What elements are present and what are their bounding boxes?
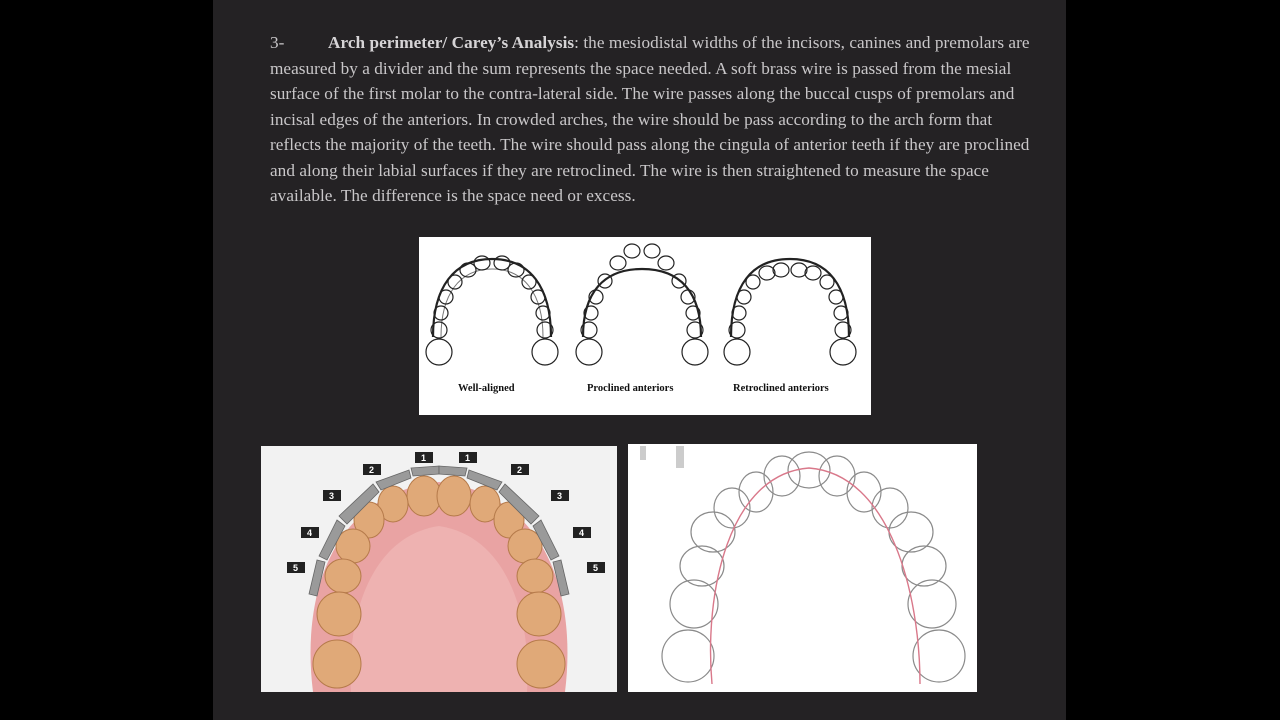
well-aligned-arch xyxy=(426,256,558,365)
paragraph-body: : the mesiodistal widths of the incisors, canines and premolars are measured by a divider and the sum represents the space needed. A soft brass wire is passed from the mesial surface of the first molar to the contra-lateral side. The wire passes along the buccal cusps of premolars and incisal edges of the anteriors. In crowded arches, the wire should be pass according to the arch form that reflects the majority of the teeth. The wire should pass along the cingula of anterior teeth if they are proclined and along their labial surfaces if they are retroclined. The wire is then straightened to measure the space available. The difference is the space need or excess. xyxy=(270,33,1030,206)
segment-label-left-3: 3 xyxy=(329,491,335,501)
arch-wire-drawing xyxy=(628,444,977,692)
segment-label-left-4: 4 xyxy=(307,528,313,538)
caption-well-aligned: Well-aligned xyxy=(458,383,515,394)
segmental-arch-photo xyxy=(261,446,617,692)
segment-label-right-3: 3 xyxy=(557,491,563,501)
segment-label-right-1: 1 xyxy=(465,453,471,463)
proclined-arch xyxy=(576,244,708,365)
segment-label-left-5: 5 xyxy=(293,563,299,573)
segment-label-left-2: 2 xyxy=(369,465,375,475)
segment-label-right-2: 2 xyxy=(517,465,523,475)
caption-proclined: Proclined anteriors xyxy=(587,383,674,394)
document-page xyxy=(213,0,1066,720)
paragraph-heading: Arch perimeter/ Carey’s Analysis xyxy=(328,33,575,53)
arch-perimeter-paragraph xyxy=(270,30,1030,209)
retroclined-arch xyxy=(724,259,856,365)
arch-wire-sketch xyxy=(628,444,977,692)
caption-retroclined: Retroclined anteriors xyxy=(733,383,829,394)
segment-label-right-5: 5 xyxy=(593,563,599,573)
paragraph-number: 3- xyxy=(270,33,285,53)
segment-label-left-1: 1 xyxy=(421,453,427,463)
segmental-arch-drawing xyxy=(261,446,617,692)
segment-label-right-4: 4 xyxy=(579,528,585,538)
arch-types-figure xyxy=(419,237,871,415)
